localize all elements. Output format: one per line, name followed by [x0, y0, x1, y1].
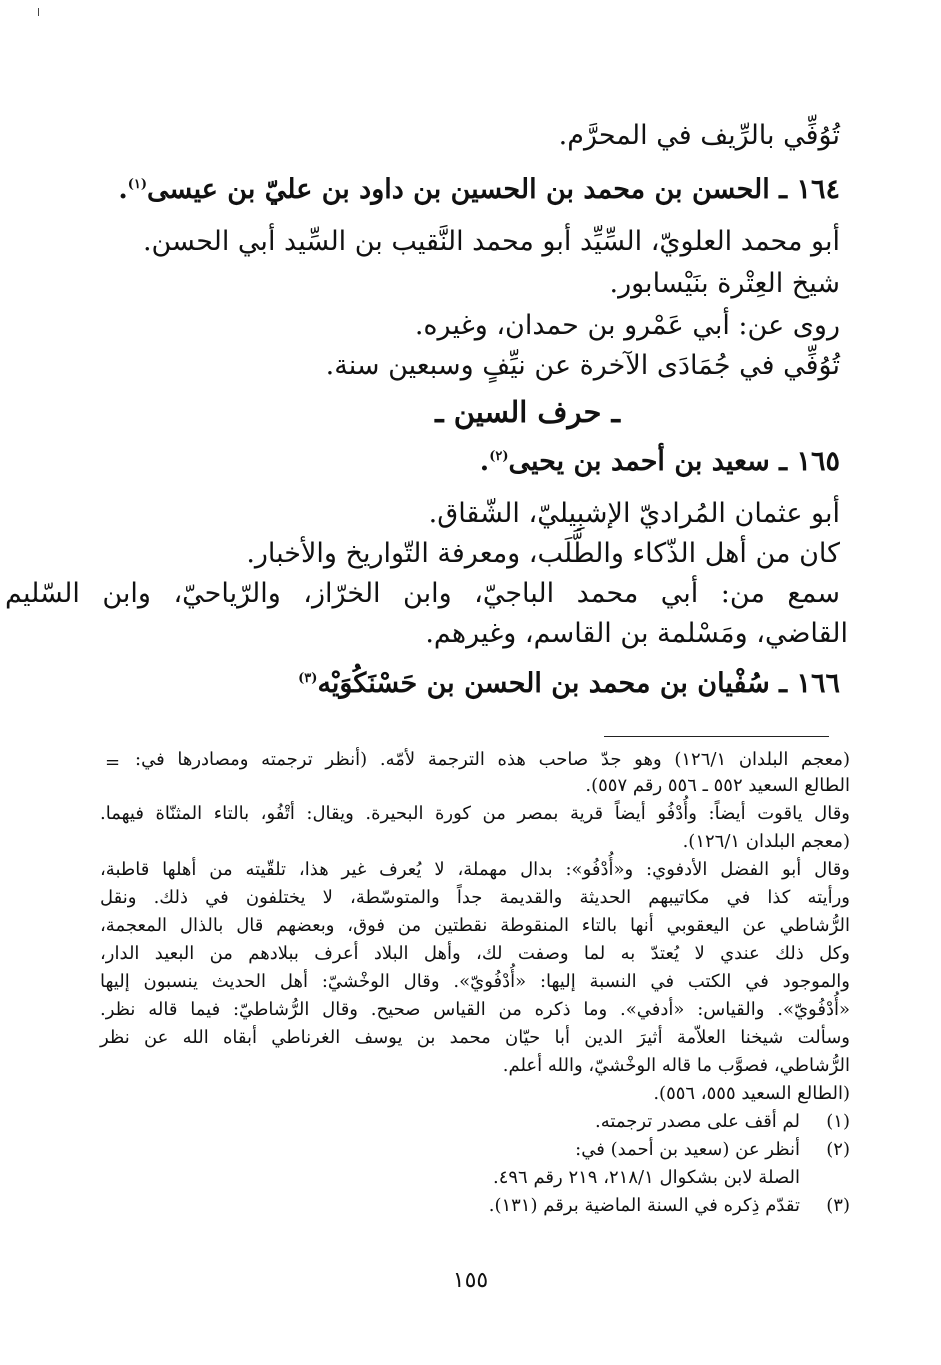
footnote-text: أنظر عن (سعيد بن أحمد) في:: [575, 1139, 800, 1160]
footnote-line: الطالع السعيد ٥٥٢ ـ ٥٥٦ رقم ٥٥٧).: [585, 775, 850, 796]
footnote-line: والموجود في الكتب في النسبة إليها: «أُدْفُويّ». وقال الوخْشيّ: أهل الحديث ينسبون إليها: [100, 971, 850, 992]
footnote-line: وقال ياقوت أيضاً: وأُدْفُو أيضاً قرية بمصر من كورة البحيرة. ويقال: أتْفُو، بالتاء المثنّاة فيهما.: [100, 803, 850, 824]
footnote-ref: (٣): [298, 671, 318, 686]
footnote-line: الرُّشاطي، فصوَّب ما قاله الوخْشيّ، والله أعلم.: [502, 1055, 850, 1076]
footnote-line: الرُّشاطي عن اليعقوبي أنها بالتاء المنقوطة نقطتين من فوق، وبعضهم قال بالذال المعجمة،: [100, 915, 850, 936]
section-heading: ـ حرف السين ـ: [435, 395, 620, 429]
footnote-line: «أُدْفُويّ». والقياس: «أدفي». وما ذكره من القياس صحيح. وقال الرُّشاطيّ: فيما قاله نظر.: [100, 999, 850, 1020]
scan-mark: [38, 8, 39, 16]
footnote-line: وقال أبو الفضل الأدفوي: و«أُدْفُو»: بدال مهملة، لا يُعرف غير هذا، تلقّيته من أهلها قاطبة،: [100, 859, 850, 880]
text-line: سمع من: أبي محمد الباجيّ، وابن الخرّاز، والرّياحيّ، وابن السّليم: [5, 578, 840, 609]
footnote-text: الصلة لابن بشكوال ٢١٨/١، ٢١٩ رقم ٤٩٦.: [492, 1167, 800, 1188]
footnote-number: (٣): [826, 1195, 850, 1216]
footnote-divider: [604, 736, 829, 737]
continuation-mark: =: [105, 752, 121, 773]
text-line: القاضي، ومَسْلمة بن القاسم، وغيرهم.: [425, 618, 848, 649]
text-line: روى عن: أبي عَمْرو بن حمدان، وغيره.: [414, 310, 840, 341]
entry-title: ١٦٦ ـ سُفْيان بن محمد بن الحسن بن حَسْنَكُوَيْه: [317, 668, 840, 699]
footnote-ref: (٢): [489, 449, 509, 464]
page-number: ١٥٥: [452, 1268, 489, 1293]
footnote-number: (٢): [826, 1139, 850, 1160]
text-line: شيخ العِتْرة بنَيْسابور.: [609, 268, 840, 299]
entry-end: .: [118, 174, 128, 205]
entry-heading-166: [298, 666, 840, 702]
text-line: أبو محمد العلويّ، السِّيِّد أبو محمد النَّقيب بن السِّيد أبي الحسن.: [142, 226, 840, 257]
entry-heading-165: [480, 444, 840, 480]
text-line: أبو عثمان المُراديّ الإشبِيليّ، الشّقاق.: [428, 498, 840, 529]
entry-end: .: [479, 446, 490, 477]
footnote-line: وسألت شيخنا العلاّمة أثيرَ الدين أبا حيّان محمد بن يوسف الغرناطي أبقاه الله عن نظر: [100, 1027, 850, 1048]
footnote-line: (معجم البلدان ١٢٦/١) وهو جدّ صاحب هذه الترجمة لأمّه. (أنظر ترجمته ومصادرها في:: [135, 749, 851, 770]
text-line: كان من أهل الذّكاء والطَّلَب، ومعرفة التّواريخ والأخبار.: [246, 538, 840, 569]
footnote-line: وكل ذلك عندي لا يُعتدّ به لما وصفت لك، وأهل البلاد أعرف ببلادهم من البعيد الدار،: [100, 943, 850, 964]
entry-title: ١٦٥ ـ سعيد بن أحمد بن يحيى: [508, 446, 840, 477]
footnote-text: تقدّم ذِكره في السنة الماضية برقم (١٣١).: [488, 1195, 800, 1216]
text-line: تُوُفِّي بالرِّيف في المحرَّم.: [558, 120, 840, 151]
footnote-line: (الطالع السعيد ٥٥٥، ٥٥٦).: [653, 1083, 850, 1104]
entry-heading-164: [118, 172, 840, 208]
text-line: تُوُفِّي في جُمَادَى الآخرة عن نيِّفٍ وسبعين سنة.: [325, 350, 840, 381]
footnote-line: ورأيته كذا في مكاتيبهم الحديثة والقديمة جداً والمتوسّطة، لا يختلفون في ذلك. ونقل: [100, 887, 850, 908]
footnote-ref: (١): [127, 177, 148, 192]
footnote-line: (معجم البلدان ١٢٦/١).: [682, 831, 850, 852]
entry-title: ١٦٤ ـ الحسن بن محمد بن الحسين بن داود بن عليّ بن عيسى: [147, 174, 840, 205]
footnote-number: (١): [826, 1111, 850, 1132]
footnote-text: لم أقف على مصدر ترجمته.: [595, 1111, 800, 1132]
